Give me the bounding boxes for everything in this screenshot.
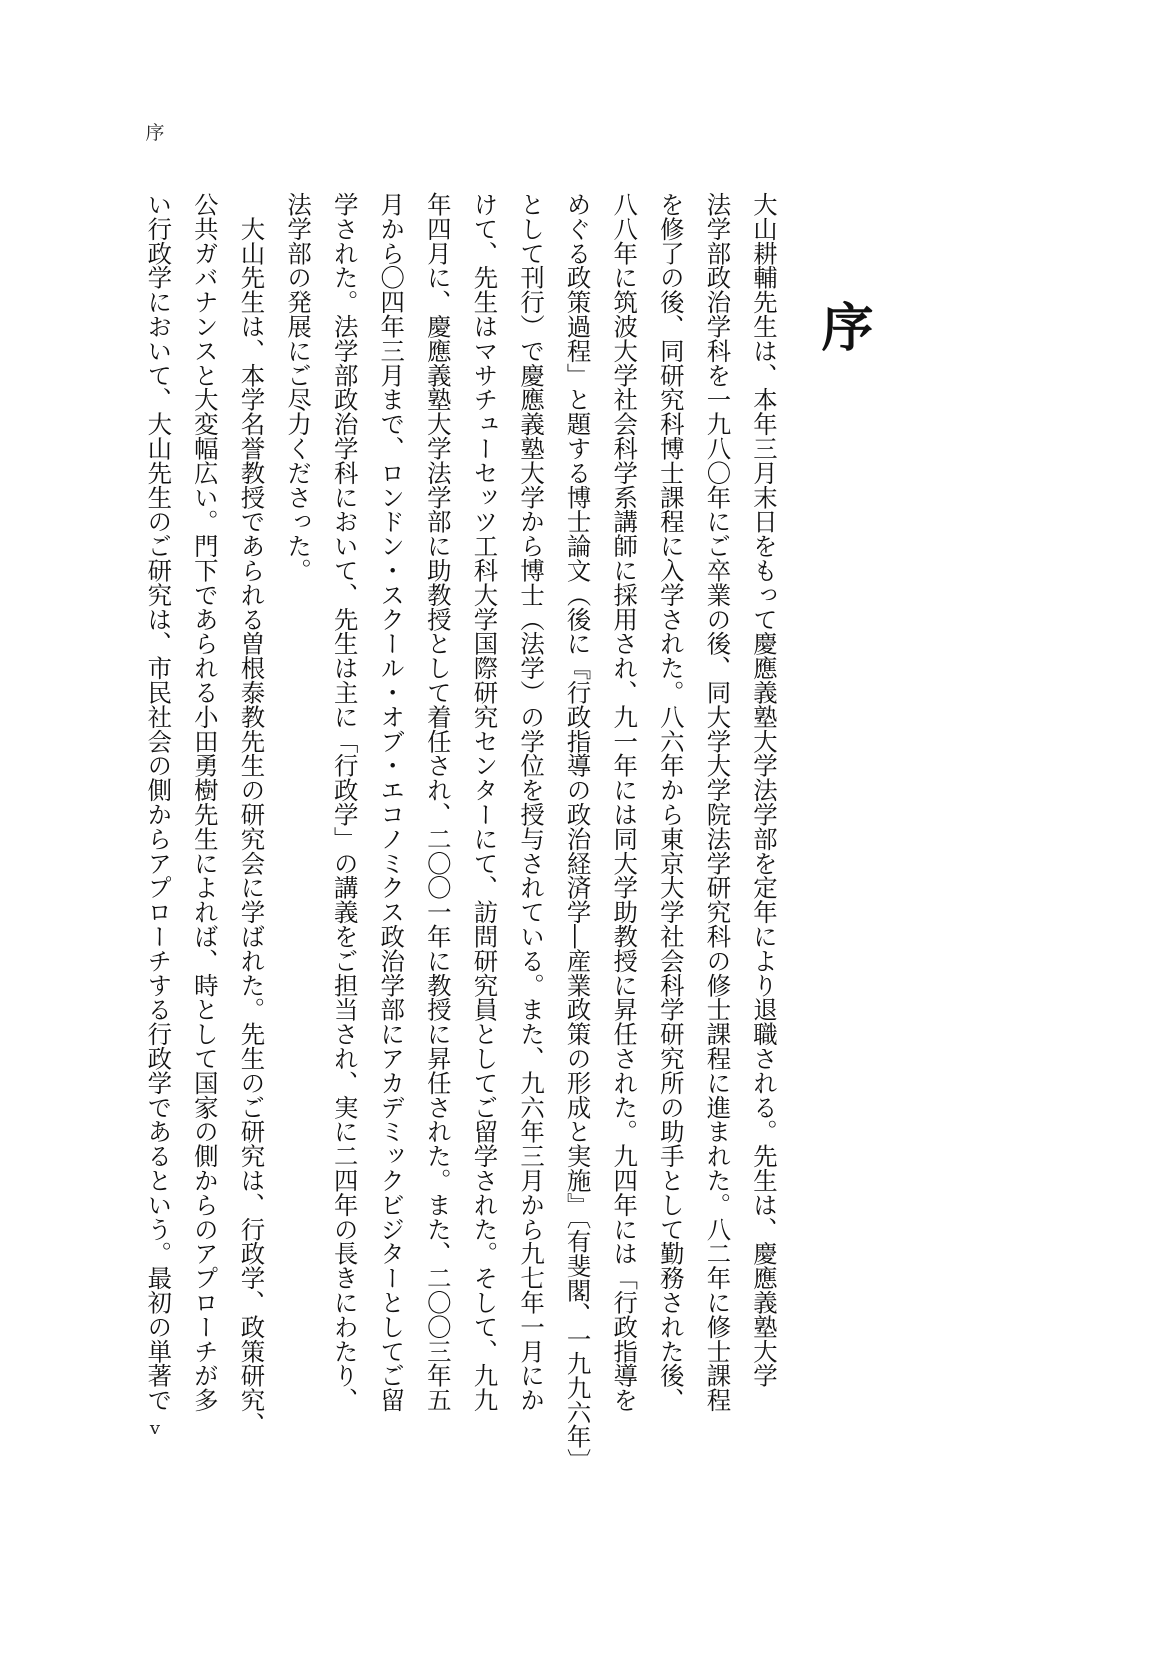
text-line: 年四月に、慶應義塾大学法学部に助教授として着任され、二〇〇一年に教授に昇任された。また、二〇〇三年五: [422, 192, 452, 1412]
page-title: 序: [812, 300, 873, 352]
running-head: 序: [145, 122, 165, 144]
text-line: 月から〇四年三月まで、ロンドン・スクール・オブ・エコノミクス政治学部にアカデミックビジターとしてご留: [376, 192, 406, 1412]
text-line: を修了の後、同研究科博士課程に入学された。八六年から東京大学社会科学研究所の助手として勤務された後、: [655, 192, 685, 1412]
body-text: [134, 192, 786, 1473]
text-line: 学された。法学部政治学科において、先生は主に「行政学」の講義をご担当され、実に二四年の長きにわたり、: [329, 192, 359, 1412]
text-line: 大山耕輔先生は、本年三月末日をもって慶應義塾大学法学部を定年により退職される。先生は、慶應義塾大学: [749, 192, 778, 1388]
text-line: 法学部の発展にご尽力くださった。: [283, 192, 313, 583]
text-line: として刊行）で慶應義塾大学から博士（法学）の学位を授与されている。また、九六年三月から九七年一月にか: [516, 192, 546, 1412]
text-line: 大山先生は、本学名誉教授であられる曽根泰教先生の研究会に学ばれた。先生のご研究は、行政学、政策研究、: [236, 192, 266, 1437]
text-line: めぐる政策過程」と題する博士論文（後に『行政指導の政治経済学―産業政策の形成と実施』〔有斐閣、一九九六年〕: [562, 192, 592, 1473]
text-line: 法学部政治学科を一九八〇年にご卒業の後、同大学大学院法学研究科の修士課程に進まれた。八二年に修士課程: [702, 192, 732, 1412]
text-line: い行政学において、大山先生のご研究は、市民社会の側からアプローチする行政学であるという。最初の単著で: [143, 192, 173, 1412]
text-line: けて、先生はマサチューセッツ工科大学国際研究センターにて、訪問研究員としてご留学された。そして、九九: [469, 192, 499, 1412]
page-number: v: [149, 1418, 161, 1439]
text-line: 八八年に筑波大学社会科学系講師に採用され、九一年には同大学助教授に昇任された。九四年には「行政指導を: [609, 192, 639, 1412]
text-line: 公共ガバナンスと大変幅広い。門下であられる小田勇樹先生によれば、時として国家の側からのアプローチが多: [189, 192, 219, 1412]
